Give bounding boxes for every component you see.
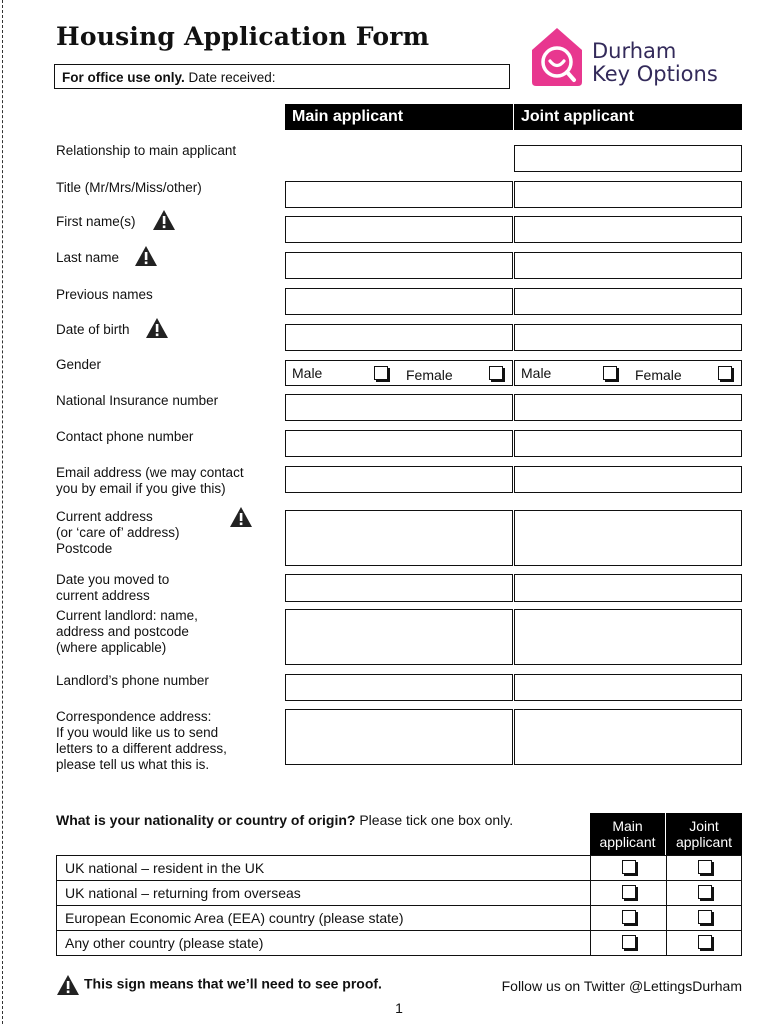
joint-phone-input[interactable] <box>514 430 742 457</box>
nationality-question <box>56 812 513 828</box>
proof-warning-icon <box>145 317 169 339</box>
main-landlord-input[interactable] <box>285 609 513 665</box>
nat-main-cell <box>590 881 666 905</box>
label-landlord-phone: Landlord’s phone number <box>56 673 209 688</box>
label-email-line2: you by email if you give this) <box>56 481 226 496</box>
nat-joint-cell <box>666 931 742 955</box>
office-label-bold: For office use only. <box>62 70 185 85</box>
nationality-row-label: UK national – returning from overseas <box>65 885 301 901</box>
twitter-note: Follow us on Twitter @LettingsDurham <box>501 978 742 994</box>
joint-last-name-input[interactable] <box>514 252 742 279</box>
joint-gender-female-label: Female <box>635 367 682 383</box>
nat-main-checkbox[interactable] <box>622 885 636 899</box>
nationality-row <box>56 905 742 931</box>
office-use-field[interactable] <box>54 64 510 89</box>
nat-main-cell <box>590 856 666 880</box>
proof-warning-icon <box>152 209 176 231</box>
office-label-rest: Date received: <box>184 70 276 85</box>
main-dob-input[interactable] <box>285 324 513 351</box>
nat-main-checkbox[interactable] <box>622 935 636 949</box>
label-date-moved-line1: Date you moved to <box>56 572 170 587</box>
main-date-moved-input[interactable] <box>285 574 513 602</box>
label-gender: Gender <box>56 357 102 372</box>
joint-dob-input[interactable] <box>514 324 742 351</box>
label-first-name: First name(s) <box>56 214 136 229</box>
joint-date-moved-input[interactable] <box>514 574 742 602</box>
nat-main-checkbox[interactable] <box>622 910 636 924</box>
label-date-moved <box>56 572 169 604</box>
nat-main-cell <box>590 931 666 955</box>
joint-gender-group <box>514 360 742 386</box>
nat-joint-checkbox[interactable] <box>698 910 712 924</box>
main-gender-male-label: Male <box>292 365 323 381</box>
label-current-address <box>56 509 180 557</box>
label-landlord-line1: Current landlord: name, <box>56 608 198 623</box>
label-email-line1: Email address (we may contact <box>56 465 244 480</box>
main-phone-input[interactable] <box>285 430 513 457</box>
joint-ni-input[interactable] <box>514 394 742 421</box>
label-email <box>56 465 244 497</box>
nat-main-line2: applicant <box>599 834 656 850</box>
label-address-line1: Current address <box>56 509 153 524</box>
joint-gender-female-checkbox[interactable] <box>718 366 732 380</box>
label-corr-line2: If you would like us to send <box>56 725 219 740</box>
proof-warning-icon <box>229 506 253 528</box>
main-previous-names-input[interactable] <box>285 288 513 315</box>
main-correspondence-input[interactable] <box>285 709 513 765</box>
joint-email-input[interactable] <box>514 466 742 493</box>
durham-key-options-logo <box>528 26 743 92</box>
nationality-row-label: UK national – resident in the UK <box>65 860 265 876</box>
label-corr-line3: letters to a different address, <box>56 741 227 756</box>
label-correspondence <box>56 709 227 773</box>
joint-correspondence-input[interactable] <box>514 709 742 765</box>
page-title: Housing Application Form <box>56 22 430 51</box>
label-corr-line4: please tell us what this is. <box>56 757 210 772</box>
main-ni-input[interactable] <box>285 394 513 421</box>
nat-main-checkbox[interactable] <box>622 860 636 874</box>
nationality-row-label: European Economic Area (EEA) country (please state) <box>65 910 404 926</box>
nat-joint-cell <box>666 856 742 880</box>
label-title: Title (Mr/Mrs/Miss/other) <box>56 180 202 195</box>
nat-joint-cell <box>666 881 742 905</box>
joint-relationship-input[interactable] <box>514 145 742 172</box>
label-date-of-birth: Date of birth <box>56 322 130 337</box>
label-address-line2: (or ‘care of’ address) <box>56 525 180 540</box>
logo-text <box>592 40 718 86</box>
main-title-input[interactable] <box>285 181 513 208</box>
nationality-row <box>56 855 742 881</box>
main-last-name-input[interactable] <box>285 252 513 279</box>
nat-joint-checkbox[interactable] <box>698 935 712 949</box>
nationality-question-bold: What is your nationality or country of origin? <box>56 812 356 828</box>
page-number: 1 <box>395 1000 403 1016</box>
nat-joint-line1: Joint <box>689 818 719 834</box>
nationality-row <box>56 930 742 956</box>
nat-joint-line2: applicant <box>675 834 733 850</box>
nationality-header-joint <box>666 813 742 855</box>
nat-joint-checkbox[interactable] <box>698 885 712 899</box>
nationality-row <box>56 880 742 906</box>
main-gender-group <box>285 360 513 386</box>
joint-gender-male-checkbox[interactable] <box>603 366 617 380</box>
label-corr-line1: Correspondence address: <box>56 709 212 724</box>
main-gender-male-checkbox[interactable] <box>374 366 388 380</box>
proof-warning-icon <box>56 974 80 996</box>
main-gender-female-checkbox[interactable] <box>489 366 503 380</box>
nat-joint-cell <box>666 906 742 930</box>
nationality-question-rest: Please tick one box only. <box>355 812 514 828</box>
label-landlord <box>56 608 198 656</box>
nat-main-line1: Main <box>612 818 643 834</box>
label-relationship: Relationship to main applicant <box>56 143 237 158</box>
main-email-input[interactable] <box>285 466 513 493</box>
cut-line <box>2 0 3 1024</box>
proof-note <box>56 974 382 996</box>
proof-note-text: This sign means that we’ll need to see proof. <box>84 975 382 992</box>
nat-main-cell <box>590 906 666 930</box>
logo-house-icon <box>528 26 586 88</box>
label-address-line3: Postcode <box>56 541 113 556</box>
logo-line-1: Durham <box>592 39 677 63</box>
column-header-joint: Joint applicant <box>514 104 742 130</box>
main-landlord-phone-input[interactable] <box>285 674 513 701</box>
label-date-moved-line2: current address <box>56 588 150 603</box>
label-landlord-line3: (where applicable) <box>56 640 167 655</box>
joint-first-name-input[interactable] <box>514 216 742 243</box>
joint-landlord-input[interactable] <box>514 609 742 665</box>
main-first-name-input[interactable] <box>285 216 513 243</box>
joint-gender-male-label: Male <box>521 365 552 381</box>
label-ni-number: National Insurance number <box>56 393 219 408</box>
nationality-header-main <box>590 813 665 855</box>
main-gender-female-label: Female <box>406 367 453 383</box>
nationality-row-label: Any other country (please state) <box>65 935 264 951</box>
label-landlord-line2: address and postcode <box>56 624 189 639</box>
label-last-name: Last name <box>56 250 120 265</box>
joint-title-input[interactable] <box>514 181 742 208</box>
column-header-main: Main applicant <box>285 104 513 130</box>
joint-previous-names-input[interactable] <box>514 288 742 315</box>
label-previous-names: Previous names <box>56 287 153 302</box>
logo-line-2: Key Options <box>592 62 718 86</box>
main-address-input[interactable] <box>285 510 513 566</box>
label-phone: Contact phone number <box>56 429 194 444</box>
nat-joint-checkbox[interactable] <box>698 860 712 874</box>
proof-warning-icon <box>134 245 158 267</box>
joint-landlord-phone-input[interactable] <box>514 674 742 701</box>
joint-address-input[interactable] <box>514 510 742 566</box>
